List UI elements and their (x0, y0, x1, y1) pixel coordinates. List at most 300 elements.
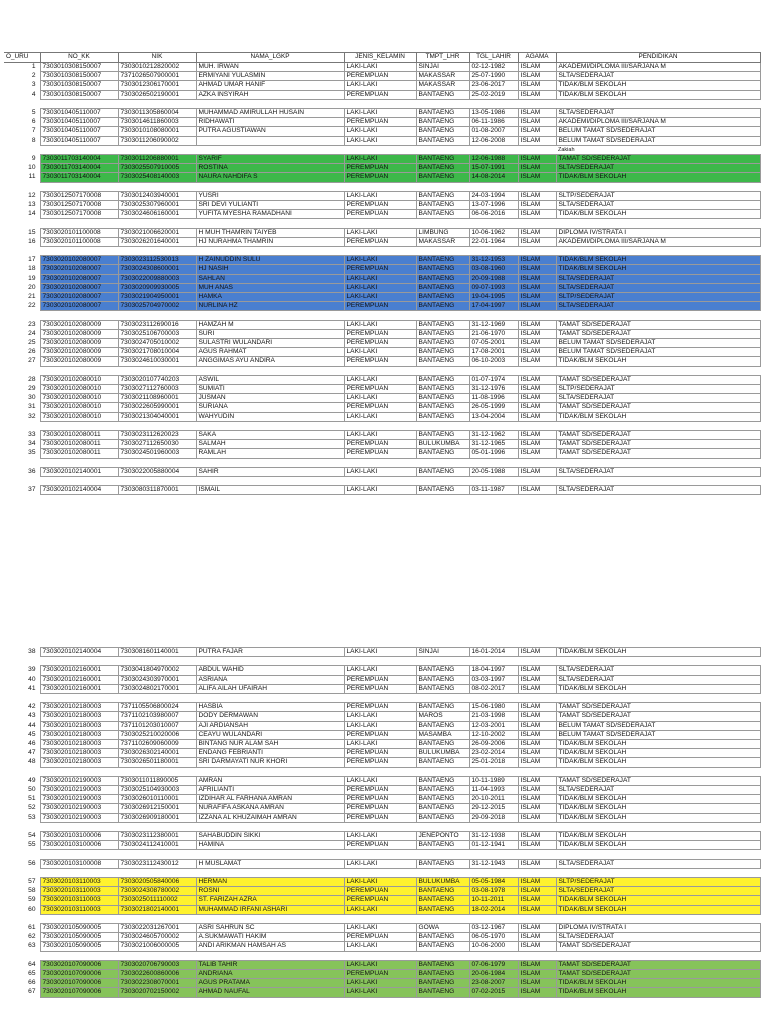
birth-place-cell: BANTAENG (416, 979, 469, 988)
table-row (4, 320, 760, 329)
religion-cell: ISLAM (518, 63, 556, 72)
nik-number-cell: 7371026507900001 (118, 72, 196, 81)
gender-cell: LAKI-LAKI (344, 431, 416, 440)
nik-number-cell: 7303022308070001 (118, 979, 196, 988)
religion-cell: ISLAM (518, 960, 556, 969)
religion-cell: ISLAM (518, 896, 556, 905)
birth-date-cell: 31-12-1943 (469, 859, 518, 868)
spacer-cell (4, 914, 760, 923)
religion-cell: ISLAM (518, 155, 556, 164)
full-name-cell: AGUS PRATAMA (196, 979, 344, 988)
table-row (4, 274, 760, 283)
table-row (4, 118, 760, 127)
kk-number-cell: 7303020102180003 (40, 712, 118, 721)
full-name-cell: SUMIATI (196, 385, 344, 394)
nik-number-cell: 7303026201640001 (118, 237, 196, 246)
full-name-cell: NURLINA HZ (196, 302, 344, 311)
birth-place-cell: LIMBUNG (416, 228, 469, 237)
birth-date-cell: 18-02-2014 (469, 905, 518, 914)
full-name-cell: ISMAIL (196, 486, 344, 495)
table-row (4, 859, 760, 868)
education-cell: SLTA/SEDERAJAT (556, 302, 760, 311)
gender-cell: LAKI-LAKI (344, 228, 416, 237)
kk-number-cell: 7303020105090005 (40, 923, 118, 932)
kk-number-cell: 7303010405110007 (40, 118, 118, 127)
education-cell: DIPLOMA IV/STRATA I (556, 923, 760, 932)
birth-date-cell: 23-08-2007 (469, 979, 518, 988)
full-name-cell: YUFITA MYESHA RAMADHANI (196, 210, 344, 219)
birth-place-cell: BANTAENG (416, 127, 469, 136)
gender-cell: PEREMPUAN (344, 118, 416, 127)
gender-cell: LAKI-LAKI (344, 293, 416, 302)
birth-date-cell: 20-05-1988 (469, 467, 518, 476)
education-cell: SLTA/SEDERAJAT (556, 786, 760, 795)
birth-date-cell: 07-06-1979 (469, 960, 518, 969)
birth-date-cell: 17-08-2001 (469, 348, 518, 357)
table-row (4, 813, 760, 822)
education-cell: SLTP/SEDERAJAT (556, 877, 760, 886)
birth-place-cell: BANTAENG (416, 320, 469, 329)
birth-place-cell: BANTAENG (416, 431, 469, 440)
table-row (4, 173, 760, 182)
table-row (4, 283, 760, 292)
table-row (4, 339, 760, 348)
full-name-cell: HASBIA (196, 703, 344, 712)
birth-place-cell: BANTAENG (416, 675, 469, 684)
full-name-cell: HJ NASIH (196, 265, 344, 274)
gender-cell: LAKI-LAKI (344, 712, 416, 721)
spacer-cell (4, 694, 760, 703)
spacer-row (4, 767, 760, 776)
nik-number-cell: 7303020702150002 (118, 988, 196, 997)
kk-number-cell: 7303010308150007 (40, 63, 118, 72)
kk-number-cell: 7303020102080010 (40, 394, 118, 403)
header-full-name: NAMA_LGKP (196, 53, 344, 63)
religion-cell: ISLAM (518, 339, 556, 348)
education-cell: TIDAK/BLM SEKOLAH (556, 988, 760, 997)
birth-date-cell: 07-05-2001 (469, 339, 518, 348)
row-number-cell: 13 (4, 201, 40, 210)
kk-number-cell: 7303020102080011 (40, 431, 118, 440)
spacer-cell (4, 868, 760, 877)
sheet-section-1 (4, 52, 760, 495)
spacer-cell (4, 366, 760, 375)
spacer-cell (4, 767, 760, 776)
gender-cell: LAKI-LAKI (344, 109, 416, 118)
birth-date-cell: 31-12-1976 (469, 385, 518, 394)
row-number-cell: 32 (4, 412, 40, 421)
table-row (4, 403, 760, 412)
row-number-cell: 15 (4, 228, 40, 237)
birth-place-cell: BANTAENG (416, 191, 469, 200)
kk-number-cell: 7303020102080007 (40, 302, 118, 311)
header-religion: AGAMA (518, 53, 556, 63)
row-number-cell: 12 (4, 191, 40, 200)
birth-date-cell: 15-06-1980 (469, 703, 518, 712)
full-name-cell: RIDHAWATI (196, 118, 344, 127)
gender-cell: LAKI-LAKI (344, 81, 416, 90)
full-name-cell: HJ NURAHMA THAMRIN (196, 237, 344, 246)
full-name-cell: BINTANG NUR ALAM SAH (196, 740, 344, 749)
sheet-section-2 (4, 647, 760, 998)
row-number-cell: 42 (4, 703, 40, 712)
birth-date-cell: 06-11-1986 (469, 118, 518, 127)
table-row (4, 237, 760, 246)
kk-number-cell: 7303020103100006 (40, 841, 118, 850)
religion-cell: ISLAM (518, 201, 556, 210)
religion-cell: ISLAM (518, 795, 556, 804)
row-number-cell: 43 (4, 712, 40, 721)
kk-number-cell: 7303020102190003 (40, 776, 118, 785)
table-row (4, 256, 760, 265)
row-number-cell: 51 (4, 795, 40, 804)
gender-cell: LAKI-LAKI (344, 274, 416, 283)
gender-cell: LAKI-LAKI (344, 979, 416, 988)
kk-number-cell: 7303012507170008 (40, 191, 118, 200)
birth-place-cell: BANTAENG (416, 210, 469, 219)
birth-date-cell: 10-06-1962 (469, 228, 518, 237)
birth-place-cell: MAKASSAR (416, 72, 469, 81)
birth-date-cell: 13-04-2004 (469, 412, 518, 421)
header-row (4, 53, 760, 63)
table-row (4, 730, 760, 739)
spacer-cell (4, 247, 760, 256)
birth-date-cell: 10-11-1989 (469, 776, 518, 785)
education-cell: TIDAK/BLM SEKOLAH (556, 832, 760, 841)
table-row (4, 712, 760, 721)
religion-cell: ISLAM (518, 684, 556, 693)
education-cell: SLTA/SEDERAJAT (556, 666, 760, 675)
religion-cell: ISLAM (518, 832, 556, 841)
gender-cell: LAKI-LAKI (344, 63, 416, 72)
religion-cell: ISLAM (518, 394, 556, 403)
birth-place-cell: BANTAENG (416, 795, 469, 804)
education-cell: TIDAK/BLM SEKOLAH (556, 256, 760, 265)
table-row (4, 302, 760, 311)
kk-number-cell: 7303020102190003 (40, 786, 118, 795)
gender-cell: PEREMPUAN (344, 90, 416, 99)
birth-date-cell: 01-12-1941 (469, 841, 518, 850)
full-name-cell (196, 136, 344, 145)
gender-cell: PEREMPUAN (344, 896, 416, 905)
birth-date-cell: 16-01-2014 (469, 648, 518, 657)
birth-date-cell: 23-02-2014 (469, 749, 518, 758)
table-row (4, 412, 760, 421)
kk-number-cell: 7303020102140001 (40, 467, 118, 476)
table-row (4, 440, 760, 449)
full-name-cell: SURI (196, 329, 344, 338)
education-cell: TIDAK/BLM SEKOLAH (556, 412, 760, 421)
birth-place-cell: BANTAENG (416, 109, 469, 118)
kk-number-cell: 7303010308150007 (40, 81, 118, 90)
gender-cell: LAKI-LAKI (344, 877, 416, 886)
education-cell: SLTA/SEDERAJAT (556, 201, 760, 210)
nik-number-cell: 7303024308780002 (118, 887, 196, 896)
birth-date-cell: 08-02-2017 (469, 684, 518, 693)
religion-cell: ISLAM (518, 440, 556, 449)
gender-cell: PEREMPUAN (344, 841, 416, 850)
nik-number-cell: 7303027112650030 (118, 440, 196, 449)
full-name-cell: CEAYU WULANDARI (196, 730, 344, 739)
birth-date-cell: 19-04-1995 (469, 293, 518, 302)
nik-number-cell: 7303011206090002 (118, 136, 196, 145)
birth-date-cell: 03-11-1987 (469, 486, 518, 495)
spacer-row (4, 822, 760, 831)
birth-date-cell: 17-04-1997 (469, 302, 518, 311)
spacer-cell (4, 822, 760, 831)
spacer-row (4, 477, 760, 486)
full-name-cell: HAMZAH M (196, 320, 344, 329)
row-number-cell: 26 (4, 348, 40, 357)
kk-number-cell: 7303010308150007 (40, 90, 118, 99)
religion-cell: ISLAM (518, 758, 556, 767)
row-number-cell: 46 (4, 740, 40, 749)
religion-cell: ISLAM (518, 320, 556, 329)
table-row (4, 979, 760, 988)
nik-number-cell: 7303020706790003 (118, 960, 196, 969)
birth-place-cell: BANTAENG (416, 703, 469, 712)
full-name-cell: AJI ARDIANSAH (196, 721, 344, 730)
birth-place-cell: BULUKUMBA (416, 749, 469, 758)
full-name-cell: ENDANG FEBRIANTI (196, 749, 344, 758)
kk-number-cell: 7303020102190003 (40, 804, 118, 813)
full-name-cell: ANDRIANA (196, 969, 344, 978)
full-name-cell: MUHAMMAD AMIRULLAH HUSAIN (196, 109, 344, 118)
full-name-cell (196, 145, 344, 154)
gender-cell: PEREMPUAN (344, 969, 416, 978)
kk-number-cell: 7303020102180003 (40, 749, 118, 758)
table-row (4, 72, 760, 81)
nik-number-cell: 7303025011110002 (118, 896, 196, 905)
full-name-cell: SULASTRI WULANDARI (196, 339, 344, 348)
birth-place-cell: BANTAENG (416, 721, 469, 730)
full-name-cell: ABDUL WAHID (196, 666, 344, 675)
religion-cell: ISLAM (518, 431, 556, 440)
nik-number-cell: 7303026912150001 (118, 804, 196, 813)
table-row (4, 740, 760, 749)
row-number-cell: 66 (4, 979, 40, 988)
education-cell: TAMAT SD/SEDERAJAT (556, 703, 760, 712)
row-number-cell: 22 (4, 302, 40, 311)
religion-cell: ISLAM (518, 648, 556, 657)
kk-number-cell: 7303020102080010 (40, 403, 118, 412)
full-name-cell: AMRAN (196, 776, 344, 785)
education-cell: TIDAK/BLM SEKOLAH (556, 684, 760, 693)
birth-date-cell: 23-06-2017 (469, 81, 518, 90)
education-cell: TAMAT SD/SEDERAJAT (556, 375, 760, 384)
birth-date-cell: 25-01-2018 (469, 758, 518, 767)
nik-number-cell: 7303026909180001 (118, 813, 196, 822)
full-name-cell: WAHYUDIN (196, 412, 344, 421)
nik-number-cell: 7303021006000005 (118, 942, 196, 951)
education-cell: TAMAT SD/SEDERAJAT (556, 431, 760, 440)
kk-number-cell: 7303020107090006 (40, 969, 118, 978)
birth-place-cell: BANTAENG (416, 740, 469, 749)
birth-place-cell: BANTAENG (416, 412, 469, 421)
kk-number-cell: 7303020103110003 (40, 877, 118, 886)
table-row (4, 127, 760, 136)
kk-number-cell: 7303020107090006 (40, 979, 118, 988)
religion-cell: ISLAM (518, 173, 556, 182)
table-row (4, 81, 760, 90)
kk-number-cell: 7303020102080010 (40, 412, 118, 421)
kk-number-cell: 7303020105090005 (40, 942, 118, 951)
row-number-cell: 9 (4, 155, 40, 164)
gender-cell: PEREMPUAN (344, 804, 416, 813)
education-cell: SLTA/SEDERAJAT (556, 486, 760, 495)
full-name-cell: JUSMAN (196, 394, 344, 403)
education-cell: AKADEMI/DIPLOMA III/SARJANA M (556, 237, 760, 246)
full-name-cell: AGUS RAHMAT (196, 348, 344, 357)
kk-number-cell: 7303012507170008 (40, 201, 118, 210)
education-cell: SLTA/SEDERAJAT (556, 72, 760, 81)
birth-date-cell: 20-10-2011 (469, 795, 518, 804)
spacer-row (4, 247, 760, 256)
table-row (4, 942, 760, 951)
birth-date-cell: 01-07-1974 (469, 375, 518, 384)
kk-number-cell: 7303020101100008 (40, 228, 118, 237)
birth-place-cell: BANTAENG (416, 841, 469, 850)
full-name-cell: A.SUKMAWATI HAKIM (196, 933, 344, 942)
nik-number-cell: 7303011206880001 (118, 155, 196, 164)
gender-cell: PEREMPUAN (344, 237, 416, 246)
religion-cell: ISLAM (518, 274, 556, 283)
gender-cell: LAKI-LAKI (344, 467, 416, 476)
birth-date-cell: 20-06-1984 (469, 969, 518, 978)
education-cell: BELUM TAMAT SD/SEDERAJAT (556, 339, 760, 348)
birth-date-cell: 31-12-1938 (469, 832, 518, 841)
religion-cell: ISLAM (518, 403, 556, 412)
birth-date-cell: 20-09-1988 (469, 274, 518, 283)
table-row (4, 265, 760, 274)
table-row (4, 896, 760, 905)
kk-number-cell: 7303020102140004 (40, 648, 118, 657)
gender-cell: PEREMPUAN (344, 357, 416, 366)
birth-place-cell: SINJAI (416, 63, 469, 72)
full-name-cell: AZKA INSYIRAH (196, 90, 344, 99)
gender-cell: LAKI-LAKI (344, 375, 416, 384)
birth-place-cell: BANTAENG (416, 283, 469, 292)
education-cell: SLTA/SEDERAJAT (556, 394, 760, 403)
religion-cell: ISLAM (518, 302, 556, 311)
religion-cell: ISLAM (518, 749, 556, 758)
birth-date-cell: 25-02-2019 (469, 90, 518, 99)
birth-place-cell: BANTAENG (416, 684, 469, 693)
nik-number-cell: 7371102609060009 (118, 740, 196, 749)
table-row (4, 449, 760, 458)
birth-place-cell: BANTAENG (416, 887, 469, 896)
spacer-cell (4, 99, 760, 108)
full-name-cell: ROSNI (196, 887, 344, 896)
kk-number-cell: 7303012507170008 (40, 210, 118, 219)
data-table-2 (4, 647, 761, 998)
table-row (4, 666, 760, 675)
spacer-row (4, 311, 760, 320)
religion-cell: ISLAM (518, 786, 556, 795)
kk-number-cell: 7303020102140004 (40, 486, 118, 495)
table-row (4, 348, 760, 357)
education-cell: AKADEMI/DIPLOMA III/SARJANA M (556, 63, 760, 72)
religion-cell: ISLAM (518, 804, 556, 813)
table-row (4, 648, 760, 657)
spacer-cell (4, 219, 760, 228)
gender-cell: LAKI-LAKI (344, 740, 416, 749)
full-name-cell: SAKA (196, 431, 344, 440)
birth-date-cell: 31-12-1953 (469, 256, 518, 265)
row-number-cell: 48 (4, 758, 40, 767)
full-name-cell: AHMAD UMAR HANIF (196, 81, 344, 90)
nik-number-cell: 7303012306170001 (118, 81, 196, 90)
birth-place-cell: MASAMBA (416, 730, 469, 739)
birth-place-cell: BANTAENG (416, 486, 469, 495)
religion-cell: ISLAM (518, 449, 556, 458)
row-number-cell: 52 (4, 804, 40, 813)
header-row-number: O_URU (4, 53, 40, 63)
nik-number-cell: 7303026010110001 (118, 795, 196, 804)
full-name-cell: ANGGIMAS AYU ANDIRA (196, 357, 344, 366)
header-kk-number: NO_KK (40, 53, 118, 63)
birth-date-cell: 12-06-1988 (469, 155, 518, 164)
religion-cell: ISLAM (518, 712, 556, 721)
religion-cell: ISLAM (518, 721, 556, 730)
table-row (4, 145, 760, 154)
kk-number-cell: 7303011703140004 (40, 173, 118, 182)
education-cell: BELUM TAMAT SD/SEDERAJAT (556, 136, 760, 145)
birth-date-cell (469, 145, 518, 154)
table-row (4, 155, 760, 164)
birth-place-cell: BANTAENG (416, 357, 469, 366)
gender-cell: PEREMPUAN (344, 933, 416, 942)
row-number-cell: 39 (4, 666, 40, 675)
table-row (4, 804, 760, 813)
nik-number-cell: 7303025507910005 (118, 164, 196, 173)
religion-cell: ISLAM (518, 81, 556, 90)
nik-number-cell: 7303023112430012 (118, 859, 196, 868)
education-cell: SLTA/SEDERAJAT (556, 164, 760, 173)
nik-number-cell: 7303014611860003 (118, 118, 196, 127)
nik-number-cell: 7303020909930005 (118, 283, 196, 292)
education-cell: TIDAK/BLM SEKOLAH (556, 749, 760, 758)
birth-place-cell: BANTAENG (416, 201, 469, 210)
table-row (4, 394, 760, 403)
row-number-cell: 53 (4, 813, 40, 822)
gender-cell: PEREMPUAN (344, 72, 416, 81)
kk-number-cell: 7303010308150007 (40, 72, 118, 81)
kk-number-cell: 7303020102160001 (40, 666, 118, 675)
gender-cell: LAKI-LAKI (344, 923, 416, 932)
table-row (4, 749, 760, 758)
nik-number-cell: 7303021006620001 (118, 228, 196, 237)
full-name-cell: AHMAD NAUFAL (196, 988, 344, 997)
birth-place-cell: BANTAENG (416, 859, 469, 868)
religion-cell: ISLAM (518, 191, 556, 200)
education-cell: TIDAK/BLM SEKOLAH (556, 173, 760, 182)
row-number-cell: 17 (4, 256, 40, 265)
education-cell: TAMAT SD/SEDERAJAT (556, 155, 760, 164)
spacer-row (4, 182, 760, 191)
nik-number-cell: 7371102103980007 (118, 712, 196, 721)
spacer-row (4, 850, 760, 859)
birth-date-cell: 29-12-2015 (469, 804, 518, 813)
full-name-cell: SAHABUDDIN SIKKI (196, 832, 344, 841)
gender-cell: PEREMPUAN (344, 385, 416, 394)
birth-date-cell: 24-03-1994 (469, 191, 518, 200)
nik-number-cell: 7303025104930003 (118, 786, 196, 795)
birth-place-cell: BANTAENG (416, 969, 469, 978)
nik-number-cell: 7303026501180001 (118, 758, 196, 767)
birth-date-cell: 31-12-1969 (469, 320, 518, 329)
education-cell: TIDAK/BLM SEKOLAH (556, 740, 760, 749)
